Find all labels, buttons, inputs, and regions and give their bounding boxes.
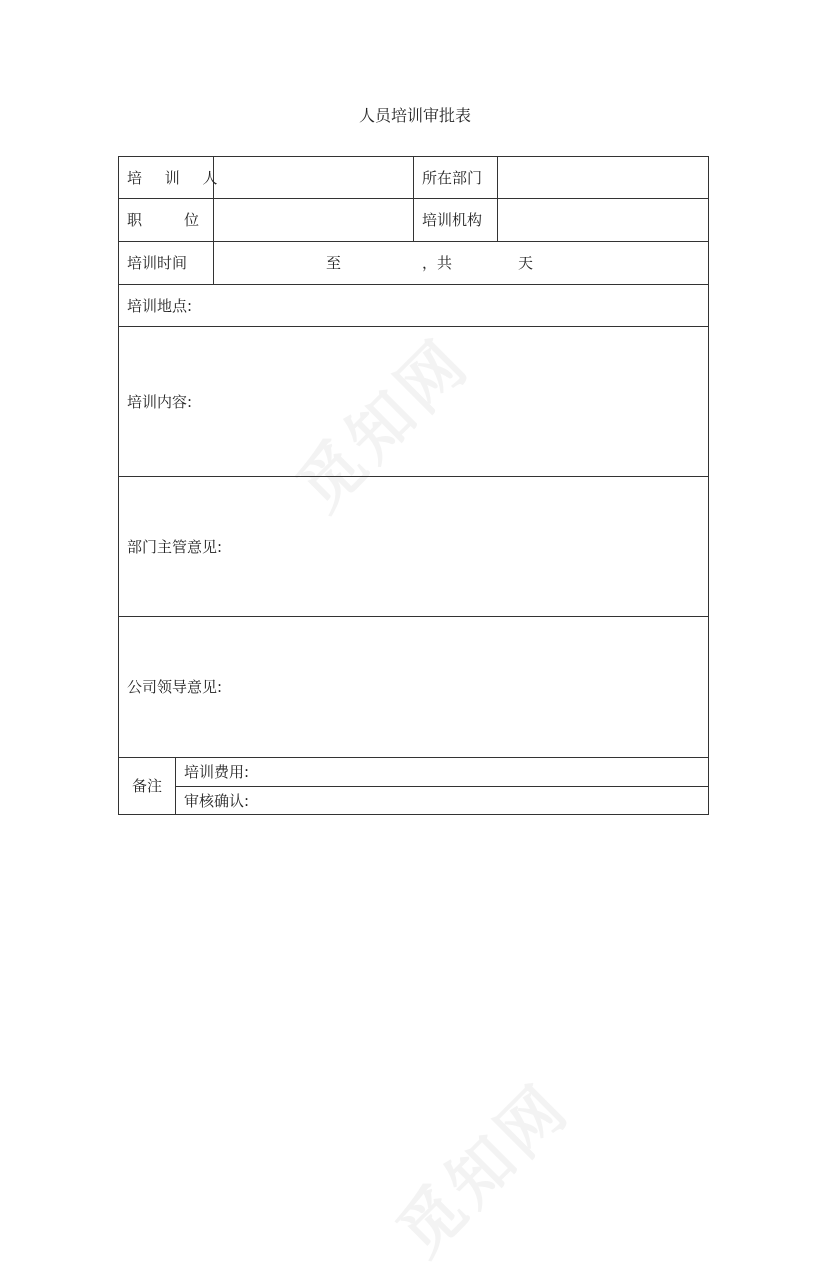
- review-field[interactable]: 审核确认:: [176, 787, 709, 815]
- remarks-label: 备注: [119, 758, 176, 815]
- position-field[interactable]: [214, 199, 414, 242]
- time-to-text: 至: [326, 254, 342, 272]
- time-field[interactable]: [214, 242, 709, 285]
- trainee-field[interactable]: [214, 157, 414, 199]
- time-total-text: ，共: [422, 254, 453, 272]
- dept-head-opinion-field[interactable]: 部门主管意见:: [119, 477, 709, 617]
- content-field[interactable]: 培训内容:: [119, 327, 709, 477]
- leader-opinion-field[interactable]: 公司领导意见:: [119, 617, 709, 758]
- approval-form-table: [118, 156, 709, 815]
- location-field[interactable]: 培训地点:: [119, 285, 709, 327]
- institution-field[interactable]: [498, 199, 709, 242]
- institution-label: 培训机构: [414, 199, 498, 242]
- row-location: [119, 285, 709, 327]
- page-title: 人员培训审批表: [358, 106, 471, 125]
- row-time: [119, 242, 709, 285]
- row-dept-head-opinion: [119, 477, 709, 617]
- row-content: [119, 327, 709, 477]
- cost-field[interactable]: 培训费用:: [176, 758, 709, 787]
- row-leader-opinion: [119, 617, 709, 758]
- row-review: [119, 787, 709, 815]
- time-label: 培训时间: [119, 242, 214, 285]
- row-cost: [119, 758, 709, 787]
- watermark-bottom: 觅知网: [383, 1069, 585, 1271]
- department-field[interactable]: [498, 157, 709, 199]
- row-trainee: [119, 157, 709, 199]
- watermark: 觅知网: [283, 324, 485, 526]
- row-position: [119, 199, 709, 242]
- time-days-text: 天: [518, 254, 534, 272]
- position-label: 职 位: [119, 199, 214, 242]
- department-label: 所在部门: [414, 157, 498, 199]
- trainee-label: 培 训 人: [119, 157, 214, 199]
